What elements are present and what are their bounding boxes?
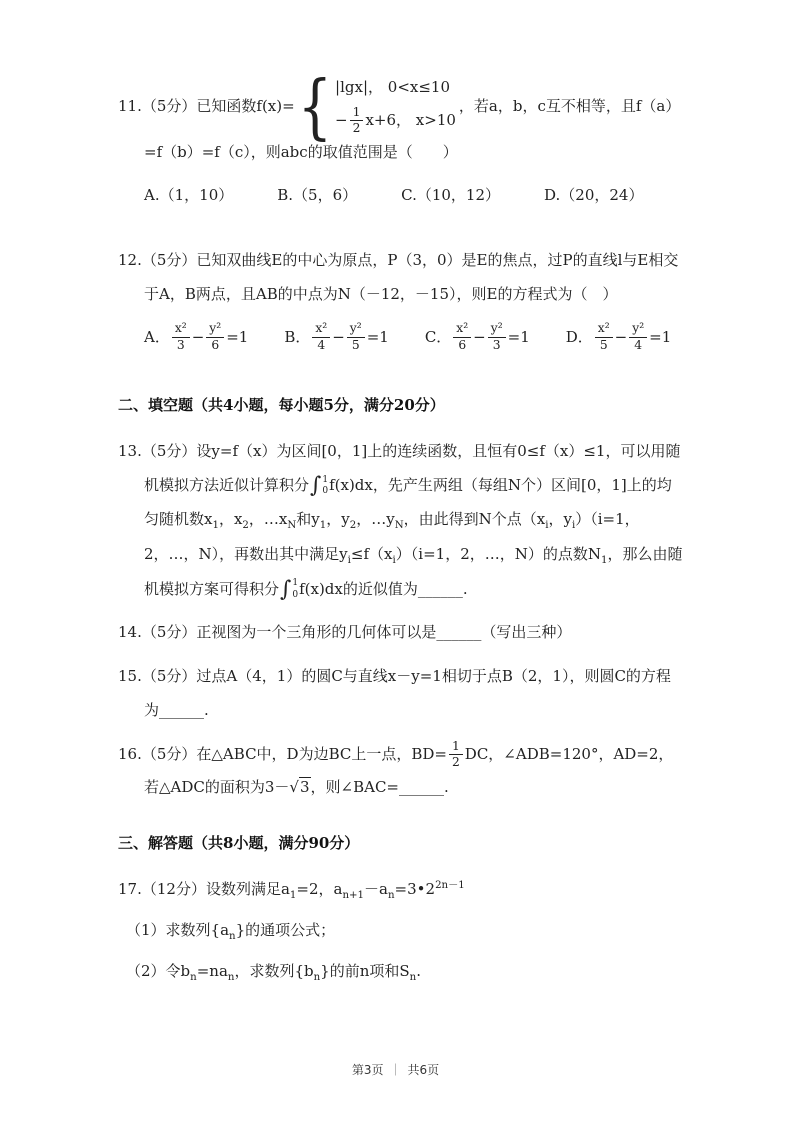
subscript: 1 <box>289 890 297 902</box>
question-12-options <box>144 321 685 353</box>
fraction-numerator: x² <box>174 321 187 336</box>
subscript: i <box>545 519 549 531</box>
left-brace: { <box>297 65 333 148</box>
fraction-denominator: 6 <box>206 337 224 353</box>
fraction <box>488 321 506 353</box>
superscript: 2n－1 <box>435 880 465 892</box>
subscript: n <box>229 931 236 943</box>
q12-option-c: C． $\frac{\text{x²}}{6}$ − $\frac{\text{y²}}{3}$ =1 <box>424 321 530 352</box>
fraction-numerator: x² <box>315 321 328 336</box>
fraction-numerator: 1 <box>352 104 361 119</box>
subscript: i <box>392 554 396 566</box>
subscript: 1 <box>319 519 327 531</box>
subscript: n <box>387 890 395 902</box>
section-solutions-title: 三、解答题（共8小题，满分90分） <box>118 834 360 853</box>
footer-page-number: 第3页 <box>351 1063 384 1077</box>
integral-sign-icon: ∫ <box>310 473 322 499</box>
integral-limits <box>292 578 298 601</box>
question-11 <box>118 65 685 210</box>
fraction-denominator: 5 <box>347 337 365 353</box>
integral-lower-limit: 0 <box>292 589 299 600</box>
question-17-part-1: （1）求数列$\{a_n\}$的通项公式； <box>126 921 336 943</box>
question-17 <box>118 873 685 990</box>
fraction-numerator: x² <box>597 321 610 336</box>
fraction-denominator: 6 <box>453 337 471 353</box>
question-12 <box>118 244 685 353</box>
radicand: 3 <box>299 778 310 797</box>
page-footer <box>0 1061 791 1078</box>
question-15-statement: 15.（5分）过点A（4，1）的圆C与直线x－y=1相切于点B（2，1），则圆C的方程为______. <box>118 667 671 719</box>
subscript: 1 <box>212 519 219 531</box>
square-root <box>289 777 310 796</box>
subscript: i <box>347 554 351 566</box>
q12-option-a: A． $\frac{\text{x²}}{3}$ − $\frac{\text{y²}}{6}$ =1 <box>144 321 249 352</box>
subscript: n+1 <box>342 890 365 902</box>
q12-option-b: B． $\frac{\text{x²}}{4}$ − $\frac{\text{y²}}{5}$ =1 <box>284 321 389 352</box>
fraction-denominator: 4 <box>312 337 330 353</box>
fraction-denominator: 3 <box>172 337 190 353</box>
radical-sign-icon: √ <box>289 778 299 797</box>
fraction <box>206 321 224 353</box>
piecewise-case-2: − $\frac{1}{2}$ x+6， x>10 <box>335 104 456 135</box>
question-16-statement: 16.（5分）在△ABC中，D为边BC上一点，BD= $\frac{1}{2}$ DC，∠ADB=120°，AD=2，若△ADC的面积为3－√3，则∠BAC=______. <box>118 738 674 797</box>
section-fill-in-blanks-title: 二、填空题（共4小题，每小题5分，满分20分） <box>118 396 445 415</box>
q11-option-c: C.（10，12） <box>401 185 501 204</box>
fraction-denominator: 4 <box>629 337 647 353</box>
subscript: 2 <box>349 519 357 531</box>
fraction-numerator: 1 <box>451 738 460 753</box>
subscript: 2 <box>242 519 249 531</box>
fraction-numerator: y² <box>209 321 222 336</box>
footer-separator: ｜ <box>389 1063 402 1077</box>
fraction-denominator: 2 <box>350 120 364 136</box>
subscript: i <box>571 519 576 531</box>
question-14-statement: 14.（5分）正视图为一个三角形的几何体可以是______（写出三种） <box>118 623 572 642</box>
fraction <box>350 105 364 137</box>
integral-upper-limit: 1 <box>322 474 329 485</box>
footer-total-pages: 共6页 <box>407 1063 440 1077</box>
question-11-options <box>144 180 685 210</box>
subscript: 1 <box>601 554 608 566</box>
subscript: N <box>394 519 404 531</box>
fraction-numerator: y² <box>490 321 503 336</box>
q11-option-b: B.（5，6） <box>277 185 358 204</box>
fraction-denominator: 3 <box>488 337 506 353</box>
piecewise-cases <box>335 78 456 136</box>
fraction <box>449 739 463 771</box>
integral <box>310 475 328 498</box>
fraction <box>595 321 613 353</box>
q11-option-a: A.（1，10） <box>144 185 234 204</box>
piecewise-case-1: |lgx|， 0<x≤10 <box>335 78 451 96</box>
fraction-denominator: 5 <box>595 337 613 353</box>
fraction <box>172 321 190 353</box>
fraction-denominator: 2 <box>449 754 463 770</box>
subscript: N <box>287 519 297 531</box>
question-13-statement: 13.（5分）设y=f（x）为区间[0，1]上的连续函数，且恒有0≤f（x）≤1，可以用随机模拟方法近似计算积分 ∫ 1 0 f(x)dx，先产生两组（每组N个）区间[0，1]上的均匀随机数$x_1$，$x_2$，$\dots x_N$和$y_1$，$y_2$，$\dots y_N$，由此得到N个点（$x_i$，$y_i)(i=1$，2，…，N），再数出其中满足$y_i\le f(x_i)(i=1$，2，…，N）的点数$N_1$，那么由随机模拟方案可得积分 ∫ 1 0 f(x)dx的近似值为______. <box>118 442 683 602</box>
fraction <box>629 321 647 353</box>
q12-option-d: D． $\frac{\text{x²}}{5}$ − $\frac{\text{y²}}{4}$ =1 <box>565 321 672 352</box>
integral-upper-limit: 1 <box>292 578 299 589</box>
subscript: n <box>313 972 321 983</box>
piecewise-function <box>297 65 456 148</box>
integral-sign-icon: ∫ <box>280 576 292 602</box>
subscript: n <box>190 972 197 983</box>
q11-text-after: ，若a，b，c互不相等，且f（a）=f（b）=f（c），则abc的取值范围是（ ） <box>144 97 681 162</box>
fraction-numerator: y² <box>349 321 362 336</box>
integral-lower-limit: 0 <box>322 485 329 496</box>
fraction <box>312 321 330 353</box>
fraction <box>347 321 365 353</box>
fraction <box>453 321 471 353</box>
question-11-statement <box>118 65 685 170</box>
q11-text-before: 11.（5分）已知函数f(x)= <box>118 97 295 116</box>
question-17-part-2: （2）令$b_n=na_n$，求数列$\{b_n\}$的前n项和$S_n$. <box>126 962 421 983</box>
subscript: n <box>409 972 417 983</box>
fraction-numerator: x² <box>456 321 469 336</box>
q11-option-d: D.（20，24） <box>544 185 644 204</box>
integral <box>280 578 298 601</box>
integral-limits <box>322 475 328 498</box>
fraction-numerator: y² <box>632 321 645 336</box>
question-12-statement: 12.（5分）已知双曲线E的中心为原点，P（3，0）是E的焦点，过P的直线l与E相交于A，B两点，且AB的中点为N（－12，－15），则E的方程式为（ ） <box>118 250 679 303</box>
question-17-statement: 17.（12分）设数列满足$a_1=2$，$a_{n+1}-a_n=3•2^{2n-1}$ <box>118 880 465 902</box>
subscript: n <box>227 972 235 983</box>
